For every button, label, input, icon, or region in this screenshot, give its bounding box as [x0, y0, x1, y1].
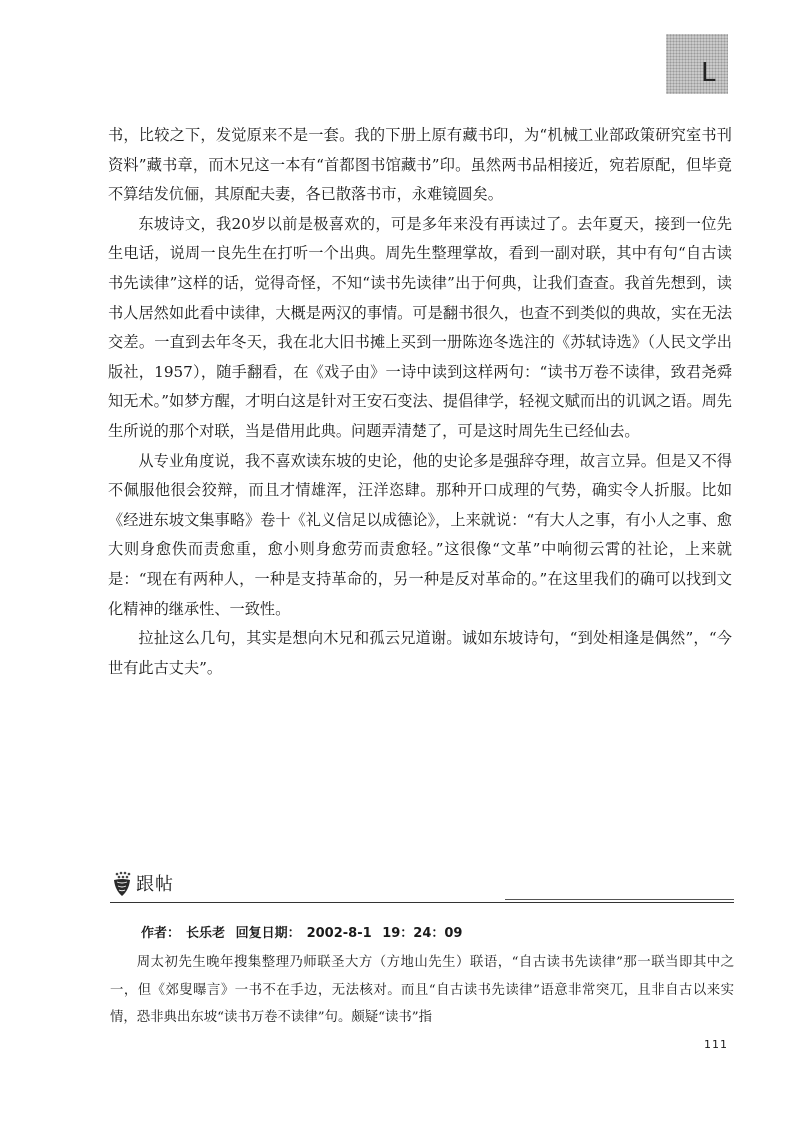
article-paragraph: 拉扯这么几句，其实是想向木兄和孤云兄道谢。诚如东坡诗句，“到处相逢是偶然”，“今世有此古丈夫”。 — [108, 629, 732, 677]
reply-time: 19：24：09 — [382, 926, 463, 941]
section-divider — [110, 902, 734, 903]
reply-date: 2002-8-1 — [306, 926, 372, 941]
reply-meta — [141, 925, 468, 943]
corner-section-tab — [666, 34, 728, 94]
reply-paragraph: 周太初先生晚年搜集整理乃师联圣大方（方地山先生）联语，“自古读书先读律”那一联当即其中之一，但《郊叟曝言》一书不在手边，无法核对。而且“自古读书先读律”语意非常突兀，且非自古以来实情，恐非典出东坡“读书万卷不读律”句。颇疑“读书”指 — [110, 955, 734, 1025]
article-paragraph: 东坡诗文，我20岁以前是极喜欢的，可是多年来没有再读过了。去年夏天，接到一位先生电话，说周一良先生在打听一个出典。周先生整理掌故，看到一副对联，其中有句“自古读书先读律”这样的话，觉得奇怪，不知“读书先读律”出于何典，让我们查查。我首先想到，读书人居然如此看中读律，大概是两汉的事情。可是翻书很久，也查不到类似的典故，实在无法交差。一直到去年冬天，我在北大旧书摊上买到一册陈迩冬选注的《苏轼诗选》（人民文学出版社，1957），随手翻看，在《戏子由》一诗中读到这样两句：“读书万卷不读律，致君尧舜知无术。”如梦方醒，才明白这是针对王安石变法、提倡律学，轻视文赋而出的讥讽之语。周先生所说的那个对联，当是借用此典。问题弄清楚了，可是这时周先生已经仙去。 — [108, 214, 732, 440]
author-name: 长乐老 — [186, 926, 226, 941]
section-title: 跟帖 — [136, 874, 174, 895]
corner-section-letter: L — [701, 58, 716, 88]
article-body — [108, 121, 732, 683]
article-paragraph: 书，比较之下，发觉原来不是一套。我的下册上原有藏书印，为“机械工业部政策研究室书刊资料”藏书章，而木兄这一本有“首都图书馆藏书”印。虽然两书品相接近，宛若原配，但毕竟不算结发伉俪，其原配夫妻，各已散落书市，永难镜圆矣。 — [108, 126, 732, 204]
date-label: 回复日期： — [235, 926, 301, 941]
reply-section-header — [111, 868, 411, 902]
author-label: 作者： — [141, 926, 181, 941]
grape-cluster-icon — [111, 870, 133, 898]
page-number: 111 — [704, 1038, 728, 1051]
section-divider-accent — [505, 899, 734, 900]
article-paragraph: 从专业角度说，我不喜欢读东坡的史论，他的史论多是强辞夺理，故言立异。但是又不得不佩服他很会狡辩，而且才情雄浑，汪洋恣肆。那种开口成理的气势，确实令人折服。比如《经进东坡文集事略》卷十《礼义信足以成德论》，上来就说：“有大人之事，有小人之事、愈大则身愈佚而责愈重，愈小则身愈劳而责愈轻。”这很像“文革”中响彻云霄的社论，上来就是：“现在有两种人，一种是支持革命的，另一种是反对革命的。”在这里我们的确可以找到文化精神的继承性、一致性。 — [108, 451, 732, 618]
reply-body — [110, 949, 734, 1032]
